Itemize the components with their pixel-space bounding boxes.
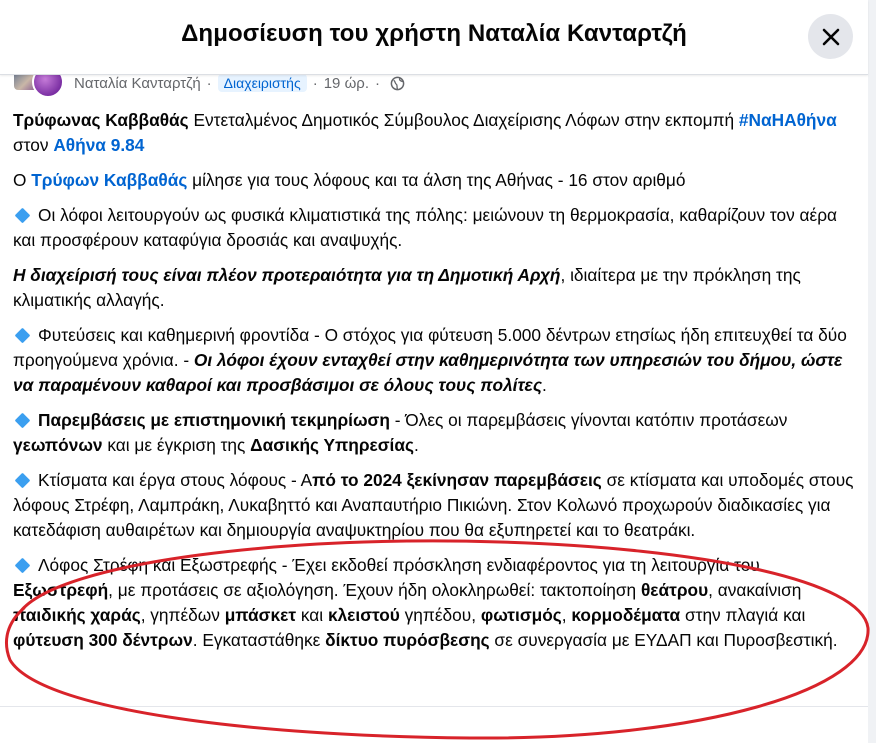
blue-diamond-icon	[15, 413, 31, 429]
bold-text: φωτισμός	[480, 605, 562, 625]
blue-diamond-icon	[15, 558, 31, 574]
author-avatar	[32, 74, 64, 98]
text: στον	[13, 135, 54, 155]
text: Φυτεύσεις και καθημερινή φροντίδα - Ο στόχος για φύτευση 5.000 δέντρων ετησίως ήδη επιτευχθεί τα δύο προηγούμενα χρόνια. -	[13, 325, 847, 370]
text: , με προτάσεις σε αξιολόγηση. Έχουν ήδη ολοκληρωθεί: τακτοποίηση	[108, 580, 641, 600]
blue-diamond-icon	[15, 328, 31, 344]
blue-diamond-icon	[15, 208, 31, 224]
text: και με έγκριση της	[102, 435, 251, 455]
station-link[interactable]: Αθήνα 9.84	[53, 135, 145, 155]
bold-text: δίκτυο πυρόσβεσης	[325, 630, 490, 650]
paragraph-2	[13, 168, 858, 193]
dialog-title: Δημοσίευση του χρήστη Ναταλία Κανταρτζή	[181, 20, 687, 47]
hashtag-link[interactable]: #ΝαΗΑθήνα	[738, 110, 837, 130]
paragraph-7	[13, 468, 858, 543]
bold-text: φύτευση 300 δέντρων	[13, 630, 193, 650]
text: Εντεταλμένος Δημοτικός Σύμβουλος Διαχείρισης Λόφων στην εκπομπή	[188, 110, 739, 130]
meta-separator-3: ·	[374, 74, 380, 92]
bold-text: μπάσκετ	[224, 605, 297, 625]
text: Λόφος Στρέφη και Εξωστρεφής - Έχει εκδοθεί πρόσκληση ενδιαφέροντος για τη λειτουργία του	[38, 555, 760, 575]
bold-text: γεωπόνων	[13, 435, 103, 455]
close-button[interactable]	[808, 14, 853, 59]
bold-text: Παρεμβάσεις με επιστημονική τεκμηρίωση	[38, 410, 390, 430]
post-body	[13, 108, 858, 663]
avatar[interactable]	[10, 74, 66, 98]
post-content	[0, 74, 868, 706]
bold-text: κλειστού	[327, 605, 400, 625]
text: γηπέδου,	[399, 605, 481, 625]
paragraph-5	[13, 323, 858, 398]
text: .	[542, 375, 547, 395]
text: , ιδιαίτερα με την πρόκληση της κλιματικής αλλαγής.	[13, 265, 801, 310]
text: , ανακαίνιση	[708, 580, 802, 600]
close-icon	[821, 27, 841, 47]
text: σε κτίσματα και υποδομές στους λόφους Στρέφη, Λαμπράκη, Λυκαβηττό και Αναπαυτήριο Πικιώνη. Στον Κολωνό προχωρούν διαδικασίες για κατεδάφιση αυθαιρέτων και δημιουργία αναψυκτηρίου που θα εξυπηρετεί και το θεατράκι.	[13, 470, 854, 540]
meta-separator-2: ·	[312, 74, 318, 92]
post-time[interactable]: 19 ώρ.	[323, 74, 369, 92]
role-badge: Διαχειριστής	[218, 74, 307, 92]
bold-text: Εξωστρεφή	[13, 580, 109, 600]
globe-icon	[390, 76, 405, 91]
post-meta	[10, 74, 405, 98]
text: μίλησε για τους λόφους και τα άλση της Αθήνας - 16 στον αριθμό	[187, 170, 686, 190]
bold-text: Η διαχείρισή τους είναι πλέον προτεραιότητα για τη Δημοτική Αρχή	[13, 265, 561, 285]
bold-text: κορμοδέματα	[571, 605, 681, 625]
mention-link[interactable]: Τρύφων Καββαθάς	[31, 170, 188, 190]
dialog-header	[0, 0, 868, 75]
bold-text: Οι λόφοι έχουν ενταχθεί στην καθημερινότητα των υπηρεσιών του δήμου, ώστε να παραμένουν καθαροί και προσβάσιμοι σε όλους τους πολίτες	[13, 350, 843, 395]
bottom-bar	[0, 706, 868, 744]
text: σε συνεργασία με ΕΥΔΑΠ και Πυροσβεστική.	[489, 630, 838, 650]
text: ,	[561, 605, 572, 625]
mention-name[interactable]: Τρύφωνας Καββαθάς	[13, 110, 189, 130]
paragraph-3	[13, 203, 858, 253]
bold-text: θεάτρου	[640, 580, 709, 600]
text: .	[413, 435, 419, 455]
text: . Εγκαταστάθηκε	[192, 630, 326, 650]
text: Κτίσματα και έργα στους λόφους - Α	[38, 470, 313, 490]
text: Οι λόφοι λειτουργούν ως φυσικά κλιματιστικά της πόλης: μειώνουν τη θερμοκρασία, καθαρίζουν τον αέρα και προσφέρουν καταφύγια δροσιάς και αναψυχής.	[13, 205, 838, 250]
paragraph-1	[13, 108, 858, 158]
text: και	[296, 605, 328, 625]
text: Ο	[13, 170, 32, 190]
paragraph-4	[13, 263, 858, 313]
bold-text: παιδικής χαράς	[13, 605, 141, 625]
text: , γηπέδων	[140, 605, 225, 625]
text: στην πλαγιά και	[680, 605, 806, 625]
paragraph-6	[13, 408, 858, 458]
paragraph-8	[13, 553, 858, 653]
author-name[interactable]: Ναταλία Κανταρτζή	[74, 74, 201, 92]
text: - Όλες οι παρεμβάσεις γίνονται κατόπιν προτάσεων	[389, 410, 788, 430]
bold-text: πό το 2024 ξεκίνησαν παρεμβάσεις	[312, 470, 602, 490]
meta-separator: ·	[206, 74, 212, 92]
scrollbar[interactable]	[868, 0, 876, 743]
blue-diamond-icon	[15, 473, 31, 489]
bold-text: Δασικής Υπηρεσίας	[250, 435, 414, 455]
